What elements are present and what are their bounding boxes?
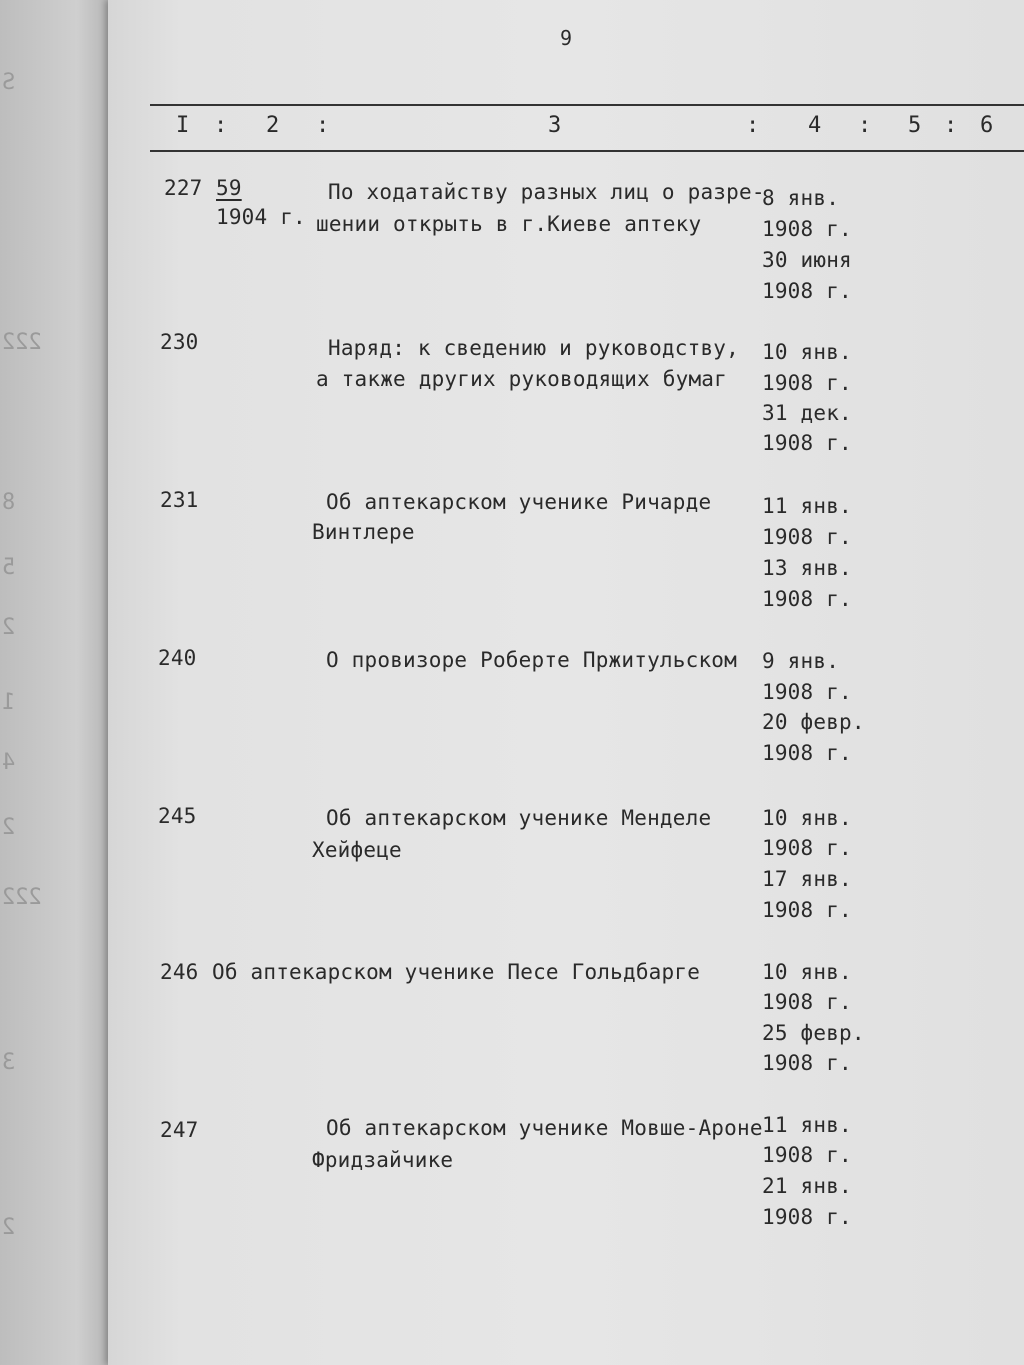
entry-number: 240 <box>158 646 197 670</box>
facing-page-mark: 1 <box>2 690 16 715</box>
header-separator: : <box>746 113 760 138</box>
entry-date: 1908 г. <box>762 990 852 1014</box>
entry-title-line: Наряд: к сведению и руководству, <box>328 336 739 360</box>
entry-title-line: а также других руководящих бумаг <box>316 367 727 391</box>
entry-title-line: Об аптекарском ученике Мовше-Ароне <box>326 1116 763 1140</box>
facing-page-mark: 4 <box>2 750 16 775</box>
entry-date: 10 янв. <box>762 340 852 364</box>
header-col-3: 3 <box>548 113 562 138</box>
header-top-rule <box>150 104 1024 106</box>
entry-date: 1908 г. <box>762 1143 852 1167</box>
header-col-2: 2 <box>266 113 280 138</box>
entry-date: 1908 г. <box>762 587 852 611</box>
header-col-1: I <box>176 113 190 138</box>
entry-number: 231 <box>160 488 199 512</box>
entry-title-line: Винтлере <box>312 520 415 544</box>
facing-page-mark: 8 <box>2 490 16 515</box>
entry-number: 230 <box>160 330 199 354</box>
entry-title-line: Об аптекарском ученике Ричарде <box>326 490 712 514</box>
facing-page-mark: 3 <box>2 1050 16 1075</box>
facing-page-mark: S <box>2 70 16 95</box>
header-col-5: 5 <box>908 113 922 138</box>
entry-date: 21 янв. <box>762 1174 852 1198</box>
entry-date: 1908 г. <box>762 279 852 303</box>
entry-date: 1908 г. <box>762 680 852 704</box>
entry-title-line: Хейфеце <box>312 838 402 862</box>
entry-title-line: Об аптекарском ученике Менделе <box>326 806 712 830</box>
entry-date: 31 дек. <box>762 401 852 425</box>
entry-previous-number: 59 <box>216 176 242 200</box>
entry-date: 1908 г. <box>762 741 852 765</box>
entry-title-line: Фридзайчике <box>312 1148 454 1172</box>
entry-date: 11 янв. <box>762 1113 852 1137</box>
entry-date: 20 февр. <box>762 710 865 734</box>
entry-date: 1908 г. <box>762 1051 852 1075</box>
entry-date: 1908 г. <box>762 371 852 395</box>
entry-number: 247 <box>160 1118 199 1142</box>
entry-title-line: По ходатайству разных лиц о разре- <box>328 180 765 204</box>
header-separator: : <box>316 113 330 138</box>
entry-date: 1908 г. <box>762 217 852 241</box>
entry-date: 25 февр. <box>762 1021 865 1045</box>
entry-date: 1908 г. <box>762 525 852 549</box>
header-col-6: 6 <box>980 113 994 138</box>
entry-number: 227 <box>164 176 203 200</box>
entry-date: 11 янв. <box>762 494 852 518</box>
entry-date: 9 янв. <box>762 649 840 673</box>
entry-title-line: О провизоре Роберте Пржитульском <box>326 648 737 672</box>
facing-page-mark: 2 <box>2 815 16 840</box>
header-bottom-rule <box>150 150 1024 152</box>
facing-page-mark: 2 <box>2 1215 16 1240</box>
entry-date: 1908 г. <box>762 431 852 455</box>
page-number: 9 <box>560 26 573 50</box>
entry-date: 1908 г. <box>762 836 852 860</box>
entry-date: 1908 г. <box>762 1205 852 1229</box>
header-separator: : <box>944 113 958 138</box>
facing-page-mark: 2 <box>2 615 16 640</box>
entry-title-line: шении открыть в г.Киеве аптеку <box>316 212 702 236</box>
facing-page-mark: 5 <box>2 555 16 580</box>
header-separator: : <box>214 113 228 138</box>
facing-page-mark: 222 <box>2 885 42 910</box>
header-separator: : <box>858 113 872 138</box>
entry-title-line: Об аптекарском ученике Песе Гольдбарге <box>212 960 701 984</box>
entry-number: 246 <box>160 960 199 984</box>
entry-date: 10 янв. <box>762 960 852 984</box>
facing-page-mark: 222 <box>2 330 42 355</box>
entry-date: 8 янв. <box>762 186 840 210</box>
entry-previous-year: 1904 г. <box>216 205 306 229</box>
left-facing-page <box>0 0 110 1365</box>
entry-date: 13 янв. <box>762 556 852 580</box>
entry-number: 245 <box>158 804 197 828</box>
entry-date: 30 июня <box>762 248 852 272</box>
entry-date: 10 янв. <box>762 806 852 830</box>
entry-date: 17 янв. <box>762 867 852 891</box>
entry-date: 1908 г. <box>762 898 852 922</box>
header-col-4: 4 <box>808 113 822 138</box>
